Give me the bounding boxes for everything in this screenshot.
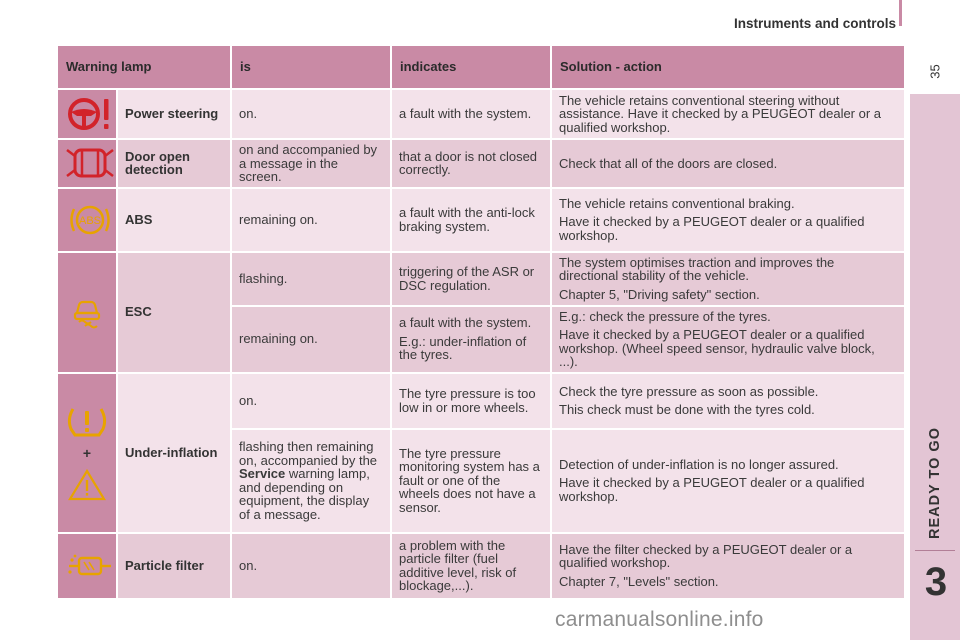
- page-number: 35: [927, 64, 943, 79]
- cell-is: on and accompanied by a message in the screen.: [231, 139, 391, 188]
- cell-solution: [551, 139, 905, 188]
- solution-text: The vehicle retains conventional steering without assistance. Have it checked by a PEUGEOT dealer or a qualified workshop.: [559, 92, 882, 135]
- indicates-text: a fault with the system.: [399, 315, 532, 331]
- cell-is: [231, 429, 391, 533]
- indicates-text: triggering of the ASR or DSC regulation.: [399, 264, 535, 293]
- solution-text: This check must be done with the tyres cold.: [559, 402, 815, 417]
- solution-text: The vehicle retains conventional braking.: [559, 195, 795, 211]
- cell-solution: [551, 89, 905, 139]
- indicates-text: that a door is not closed correctly.: [399, 148, 538, 178]
- table-row: [57, 188, 905, 252]
- chapter-number: 3: [924, 560, 948, 604]
- cell-indicates: [391, 373, 551, 429]
- cell-solution: [551, 373, 905, 429]
- header-rule: [899, 0, 902, 26]
- door-open-icon: [57, 139, 117, 188]
- cell-indicates: [391, 139, 551, 188]
- cell-indicates: [391, 429, 551, 533]
- cell-solution: [551, 533, 905, 599]
- indicates-text: a fault with the system.: [399, 106, 532, 122]
- cell-indicates: [391, 89, 551, 139]
- lamp-name: Under-inflation: [117, 373, 231, 533]
- table-row: [57, 89, 905, 139]
- warning-triangle-icon: [67, 468, 107, 502]
- lamp-name: ABS: [117, 188, 231, 252]
- particle-filter-icon: [57, 533, 117, 599]
- plus-sign: +: [82, 444, 92, 461]
- lamp-name: ESC: [117, 252, 231, 373]
- solution-text: Have it checked by a PEUGEOT dealer or a qualified workshop.: [559, 475, 865, 504]
- solution-text: Detection of under-inflation is no longer assured.: [559, 456, 839, 472]
- side-section: [915, 425, 955, 545]
- cell-is: remaining on.: [231, 306, 391, 373]
- side-tab: [910, 94, 960, 640]
- cell-indicates: [391, 533, 551, 599]
- tyre-pressure-icon: [57, 373, 117, 533]
- cell-indicates: [391, 188, 551, 252]
- section-label: READY TO GO: [927, 427, 943, 539]
- indicates-text: a problem with the particle filter (fuel additive level, risk of blockage,...).: [399, 537, 517, 593]
- table-row: [57, 139, 905, 188]
- svg-text:ABS: ABS: [78, 214, 102, 227]
- indicates-text: a fault with the anti-lock braking system.: [399, 205, 535, 234]
- solution-text: Check that all of the doors are closed.: [559, 155, 778, 171]
- solution-text: Have the filter checked by a PEUGEOT dealer or a qualified workshop.: [559, 541, 853, 571]
- solution-text: Check the tyre pressure as soon as possible.: [559, 383, 819, 399]
- cell-solution: [551, 429, 905, 533]
- indicates-text: The tyre pressure monitoring system has a fault or one of the wheels does not have a sensor.: [399, 445, 540, 515]
- cell-solution: [551, 252, 905, 306]
- col-header-solution: Solution - action: [551, 45, 905, 89]
- cell-solution: [551, 306, 905, 373]
- solution-text: Chapter 7, "Levels" section.: [559, 573, 719, 589]
- table-header-row: [57, 45, 905, 89]
- indicates-text: E.g.: under-inflation of the tyres.: [399, 333, 527, 363]
- table-row: [57, 252, 905, 306]
- cell-indicates: [391, 252, 551, 306]
- col-header-is: is: [231, 45, 391, 89]
- lamp-name: Power steering: [117, 89, 231, 139]
- esc-icon: [57, 252, 117, 373]
- cell-indicates: [391, 306, 551, 373]
- side-separator: [915, 550, 955, 551]
- cell-solution: [551, 188, 905, 252]
- cell-is: on.: [231, 373, 391, 429]
- col-header-warning-lamp: Warning lamp: [57, 45, 231, 89]
- solution-text: Have it checked by a PEUGEOT dealer or a qualified workshop. (Wheel speed sensor, hydraulic valve block, ...).: [559, 327, 875, 369]
- solution-text: The system optimises traction and improves the directional stability of the vehicle.: [559, 254, 835, 284]
- is-text: flashing then remaining on, accompanied by the: [239, 439, 378, 468]
- cell-is: on.: [231, 533, 391, 599]
- solution-text: Have it checked by a PEUGEOT dealer or a qualified workshop.: [559, 214, 865, 243]
- cell-is: remaining on.: [231, 188, 391, 252]
- service-label: Service: [239, 466, 286, 481]
- lamp-name: Particle filter: [117, 533, 231, 599]
- watermark: carmanualsonline.info: [555, 608, 764, 631]
- page-header-title: Instruments and controls: [733, 16, 896, 31]
- solution-text: E.g.: check the pressure of the tyres.: [559, 308, 771, 324]
- cell-is: on.: [231, 89, 391, 139]
- cell-is: flashing.: [231, 252, 391, 306]
- table-row: [57, 533, 905, 599]
- indicates-text: The tyre pressure is too low in or more wheels.: [399, 386, 536, 415]
- is-text: warning lamp, and depending on equipment, the display of a message.: [239, 466, 370, 522]
- steering-warning-icon: [57, 89, 117, 139]
- solution-text: Chapter 5, "Driving safety" section.: [559, 286, 760, 302]
- abs-icon: [57, 188, 117, 252]
- lamp-name: Door open detection: [117, 139, 231, 188]
- table-row: [57, 373, 905, 429]
- warning-lamp-table: [56, 44, 906, 600]
- col-header-indicates: indicates: [391, 45, 551, 89]
